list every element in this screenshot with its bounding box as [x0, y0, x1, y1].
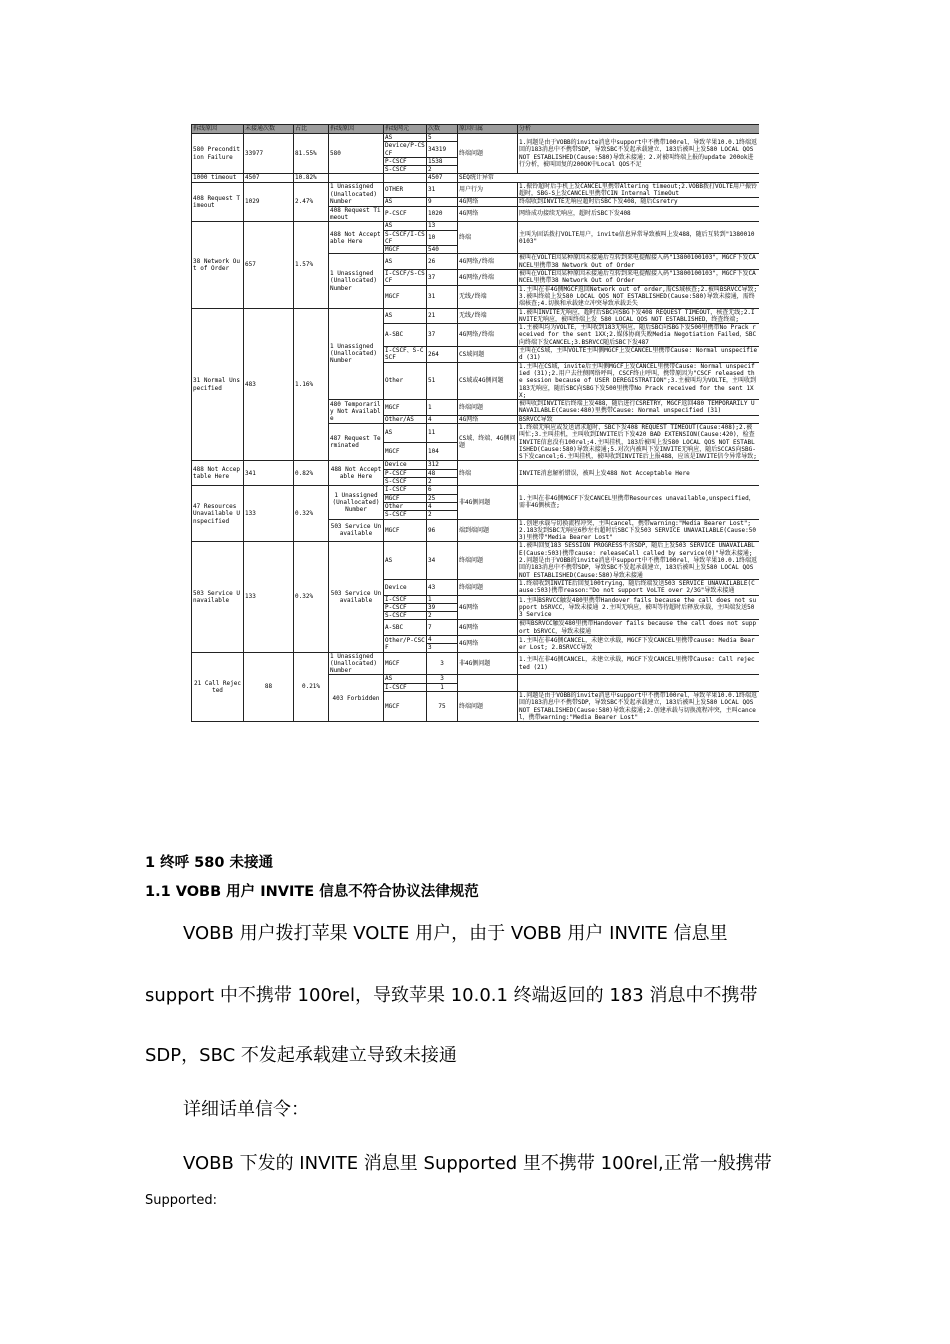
ne-cell: MGCF [384, 246, 427, 254]
owner-cell: 4G网络 [458, 415, 518, 423]
ne-cell: AS [384, 308, 427, 324]
ratio-cell: 0.21% [294, 652, 329, 722]
analysis-cell [518, 675, 760, 692]
owner-cell: 终端问题 [458, 134, 518, 174]
owner-cell: 无线/终端 [458, 308, 518, 324]
analysis-cell: 1.被叫INVITE无响应，超时后SBC向SBG下发408 REQUEST TIMEOUT，核查无线;2.INVITE无响应，被叫终端上发 580 LOCAL QOS NOT ESTABLISHED，终查终端; [518, 308, 760, 324]
times-cell: 1 [427, 683, 458, 691]
owner-cell: 终端问题 [458, 400, 518, 416]
analysis-cell: 网络成功接续无响应，超时后SBC下发408 [518, 206, 760, 222]
header-cell: 占比 [294, 125, 329, 134]
ne-cell: P-CSCF [384, 206, 427, 222]
times-cell: 43 [427, 579, 458, 595]
ne-cell: MGCF [384, 519, 427, 542]
times-cell: 1020 [427, 206, 458, 222]
analysis-cell: 终端收到INVITE无响应超时后SBC下发408，随后Csretry [518, 198, 760, 206]
header-cell: 次数 [427, 125, 458, 134]
section-heading-1: 1 终呼 580 未接通 [145, 855, 274, 871]
ratio-cell: 1.16% [294, 308, 329, 461]
sub-reason-cell: 1 Unassigned (Unallocated) Number [329, 652, 384, 675]
table-row [192, 182, 760, 198]
analysis-cell: 1.问题是由于VOBB的invite消息中support中不携带100rel，导致苹果10.0.1终端返回的183消息中不携带SDP，导致SBC不发起承载建立，183后被叫上发580 LOCAL QOS NOT ESTABLISHED(Cause:580)导致未接通;2.创建承载与切换流程冲突，主叫cancel，携带warning:"Media Bearer Lost" [518, 692, 760, 722]
ne-cell: S-CSCF [384, 166, 427, 174]
times-cell: 37 [427, 324, 458, 347]
ne-cell: Device/P-CSCF [385, 142, 425, 157]
analysis-cell: 1.主叫在非4G侧CANCEL，未建立承载，MGCF下发CANCEL里携带Cause: Call rejected (21) [518, 652, 760, 675]
times-cell: 540 [427, 246, 458, 254]
sub-reason-cell: 1 Unassigned (Unallocated) Number [329, 254, 384, 308]
times-cell: 34319 [427, 142, 458, 158]
times-cell: 104 [427, 442, 458, 461]
ne-cell: Other [384, 502, 427, 510]
reason-cell: 38 Network Out of Order [192, 222, 244, 308]
ne-cell: I-CSCF/S-CSCF [385, 270, 425, 285]
header-cell: 拆线网元 [384, 125, 427, 134]
reason-cell: 580 Precondition Failure [192, 134, 244, 174]
ne-cell: AS [384, 675, 427, 683]
owner-cell: 4G网络 [458, 206, 518, 222]
reason-cell: 21 Call Rejected [192, 652, 244, 722]
times-cell: 96 [427, 519, 458, 542]
reason-cell: 1000 timeout [192, 174, 244, 182]
ne-cell: S-CSCF/I-CSCF [385, 230, 425, 245]
times-cell: 4507 [427, 174, 458, 182]
sub-reason-cell: 488 Not Acceptable Here [329, 222, 384, 254]
owner-cell [458, 675, 518, 692]
owner-cell: 非4G侧问题 [458, 652, 518, 675]
header-cell: 未接通次数 [244, 125, 294, 134]
times-cell: 11 [427, 423, 458, 442]
times-cell: 26 [427, 254, 458, 270]
times-cell: 5 [427, 134, 458, 142]
ne-cell: MGCF [384, 400, 427, 416]
ne-cell: S-CSCF [384, 478, 427, 486]
times-cell: 3 [427, 652, 458, 675]
times-cell: 1 [427, 595, 458, 603]
times-cell: 2 [427, 511, 458, 519]
ne-cell: MGCF [384, 442, 427, 461]
analysis-cell: INVITE消息解析错误，被叫上发488 Not Acceptable Here [518, 461, 760, 486]
header-cell: 拆线原因 [329, 125, 384, 134]
times-cell: 7 [427, 620, 458, 636]
ne-cell: OTHER [384, 182, 427, 198]
reason-cell: 408 Request Timeout [192, 182, 244, 221]
ratio-cell: 10.82% [294, 174, 329, 182]
ne-cell: AS [384, 198, 427, 206]
ne-cell: Other/AS [384, 415, 427, 423]
owner-cell: 4G网络 [458, 595, 518, 620]
times-cell: 1 [427, 400, 458, 416]
analysis-cell: 1.问题是由于VOBB的invite消息中support中不携带100rel，导致苹果10.0.1终端返回的183消息中不携带SDP，导致SBC不发起承载建立，183后被叫上发580 LOCAL QOS NOT ESTABLISHED(Cause:580)导致未接通；2.对被叫终端上报的update 200ok进行分析，被叫回复的200OK中Local QOS不足 [518, 134, 760, 174]
owner-cell: 终端 [458, 222, 518, 254]
times-cell: 9 [427, 198, 458, 206]
times-cell: 1538 [427, 157, 458, 165]
ne-cell: AS [384, 542, 427, 579]
reason-cell: 31 Normal Unspecified [192, 308, 244, 461]
owner-cell: CS域或4G侧问题 [458, 362, 518, 399]
cdr-analysis-table-wrapper [191, 124, 759, 834]
body-paragraph: VOBB 下发的 INVITE 消息里 Supported 里不携带 100rel,正常一般携带 [183, 1153, 772, 1174]
times-cell: 34 [427, 542, 458, 579]
count-cell: 88 [244, 652, 294, 722]
owner-cell: CS域问题 [458, 347, 518, 363]
times-cell: 4 [427, 502, 458, 510]
owner-cell: 终端问题 [458, 542, 518, 579]
analysis-cell: 被叫在VOLTE因某种原因未接通后互转到来电提醒接入码"13800100103"，MGCF下发CANCEL里携带38 Network Out of Order [518, 254, 760, 270]
analysis-cell: 1.振铃超时后手机上发CANCEL里携带Altering timeout;2.VOBB拨打VOLTE用户振铃超时，SBG-S上发CANCEL里携带CIN Internal TimeOut [518, 182, 760, 198]
ne-cell: MGCF [384, 285, 427, 308]
analysis-cell: 被叫在VOLTE因某种原因未接通后互转到来电提醒接入码"13800100103"，MGCF下发CANCEL里携带38 Network Out of Order [518, 270, 760, 286]
owner-cell: 4G网络 [458, 198, 518, 206]
sub-reason-cell: 480 Temporarily Not Available [329, 400, 384, 424]
sub-reason-cell [329, 174, 384, 182]
ne-cell: AS [384, 423, 427, 442]
ne-cell: I-CSCF [384, 595, 427, 603]
sub-reason-cell: 1 Unassigned (Unallocated) Number [329, 308, 384, 400]
ratio-cell: 81.55% [294, 134, 329, 174]
sub-reason-cell: 408 Request Timeout [329, 206, 384, 222]
times-cell: 264 [427, 347, 458, 363]
body-paragraph: VOBB 用户拨打苹果 VOLTE 用户，由于 VOBB 用户 INVITE 信息里 [183, 923, 728, 944]
ratio-cell: 0.82% [294, 461, 329, 486]
owner-cell: SEQ统计异常 [458, 174, 760, 182]
ne-cell: AS [384, 134, 427, 142]
times-cell: 2 [427, 166, 458, 174]
times-cell: 4 [427, 415, 458, 423]
ne-cell: AS [384, 254, 427, 270]
owner-cell: 4G网络 [458, 636, 518, 653]
header-cell: 拆线原因 [192, 125, 244, 134]
times-cell: 6 [427, 486, 458, 494]
analysis-cell: 1.主被叫均为VOLTE，主叫收到183无响应，随后SBC向SBG下发500里携带No Prack received for the sent 1XX;2.媒体协商失败Media Negotiation Failed，SBC向终端下发CANCEL;3.BSRVCC随后SBC下发487 [518, 324, 760, 347]
times-cell: 21 [427, 308, 458, 324]
section-heading-1-1: 1.1 VOBB 用户 INVITE 信息不符合协议法律规范 [145, 884, 479, 900]
times-cell: 13 [427, 222, 458, 230]
sub-reason-cell: 503 Service Unavailable [329, 519, 384, 542]
header-cell: 原因归属 [458, 125, 518, 134]
table-row [192, 308, 760, 324]
owner-cell: 端到端问题 [458, 519, 518, 542]
owner-cell: 4G网络/终端 [458, 254, 518, 270]
times-cell: 312 [427, 461, 458, 469]
ne-cell: A-SBC [384, 620, 427, 636]
count-cell: 133 [244, 542, 294, 652]
ne-cell: S-CSCF [384, 511, 427, 519]
times-cell: 31 [427, 182, 458, 198]
times-cell: 31 [427, 285, 458, 308]
ne-cell: P-CSCF [384, 603, 427, 611]
count-cell: 133 [244, 486, 294, 542]
ne-cell: MGCF [384, 692, 427, 722]
header-cell: 分析 [518, 125, 760, 134]
analysis-cell: 1.终端无响应或发送请求超时，SBC下发408 REQUEST TIMEOUT(Cause:408);2.被叫忙;3.主叫挂机，主叫收到INVITE后下发420 BAD EXTENSION(Cause:420)，检查INVITE信息没有100rel;4.主叫挂机，183后被叫上发580 LOCAL QOS NOT ESTABLISHED(Cause:580)导致未接通;5.对次内被叫下发INVITE无响应，随后SCCAS向SBG-S下发cancel;6.主叫挂机，被叫收到INVITE后上报488，应该是INVITE信令异常导致; [518, 423, 760, 460]
count-cell: 657 [244, 222, 294, 308]
ratio-cell: 0.32% [294, 542, 329, 652]
cdr-analysis-table [191, 124, 759, 722]
table-row [192, 461, 760, 469]
analysis-cell: 被叫BSRVCC触发480里携带Handover fails because the call does not support bSRVCC，导致未接通 [518, 620, 760, 636]
times-cell: 37 [427, 270, 458, 286]
count-cell: 483 [244, 308, 294, 461]
ratio-cell: 0.32% [294, 486, 329, 542]
times-cell: 10 [427, 230, 458, 246]
ne-cell: P-CSCF [384, 157, 427, 165]
times-cell: 25 [427, 494, 458, 502]
analysis-cell: 被叫收到INVITE后终端上发488，随后进行CSRETRY，MGCF返回480 TEMPORARILY UNAVAILABLE(Cause:480)里携带Cause: Normal unspecified (31) [518, 400, 760, 416]
reason-cell: 47 Resources Unavailable Unspecified [192, 486, 244, 542]
analysis-cell: BSRVCC导致 [518, 415, 760, 423]
ne-cell: MGCF [384, 494, 427, 502]
sub-reason-cell: 488 Not Acceptable Here [329, 461, 384, 486]
ne-cell: I-CSCF [384, 486, 427, 494]
body-paragraph: 详细话单信令： [183, 1099, 309, 1120]
owner-cell: 终端 [458, 461, 518, 486]
table-row [192, 222, 760, 230]
sub-reason-cell: 580 [329, 134, 384, 174]
times-cell: 51 [427, 362, 458, 399]
ne-cell: S-CSCF [384, 612, 427, 620]
analysis-cell: 主叫在CS域，主叫VOLTE主叫侧MGCF上发CANCEL里携带Cause: Normal unspecified (31) [518, 347, 760, 363]
reason-cell: 503 Service Unavailable [192, 542, 244, 652]
ne-cell: I-CSCF [384, 683, 427, 691]
owner-cell: 终端问题 [458, 692, 518, 722]
sub-reason-cell: 403 Forbidden [329, 675, 384, 722]
owner-cell: 非4G侧问题 [458, 486, 518, 519]
analysis-cell: 1.主叫在非4G侧CANCEL，未建立承载，MGCF下发CANCEL里携带cause: Media Bearer Lost; 2.BSRVCC导致 [518, 636, 760, 653]
times-cell: 4 [427, 636, 458, 644]
owner-cell: 4G网络 [458, 620, 518, 636]
table-header-row [192, 125, 760, 134]
owner-cell: 用户行为 [458, 182, 518, 198]
ne-cell: A-SBC [384, 324, 427, 347]
table-row [192, 486, 760, 494]
sub-reason-cell: 487 Request Terminated [329, 423, 384, 460]
owner-cell: 4G网络/终端 [458, 324, 518, 347]
body-paragraph: Supported: [145, 1193, 218, 1208]
count-cell: 1029 [244, 182, 294, 221]
sub-reason-cell: 1 Unassigned (Unallocated) Number [329, 486, 384, 519]
ne-cell: Device [384, 461, 427, 469]
count-cell: 33977 [244, 134, 294, 174]
analysis-cell: 1.创建承载与切换流程冲突，主叫cancel，携带warning:"Media Bearer Lost";2.183发到SBC无响应6秒左右超时后SBC下发503 SERVICE UNAVAILABLE(Cause:503)里携带"Media Bearer Lost" [518, 519, 760, 542]
analysis-cell: 1.主叫BSRVCC触发480里携带Handover fails because the call does not support bSRVCC，导致未接通 2.主叫无响应，被叫等待超时后释放承载，主叫端发送503 Service [518, 595, 760, 620]
owner-cell: CS域、终端、4G侧问题 [458, 423, 518, 460]
ratio-cell: 2.47% [294, 182, 329, 221]
reason-cell: 488 Not Acceptable Here [192, 461, 244, 486]
times-cell: 75 [427, 692, 458, 722]
count-cell: 341 [244, 461, 294, 486]
owner-cell: 4G网络/终端 [458, 270, 518, 286]
ne-cell: Other/P-CSCF [385, 636, 425, 651]
table-row [192, 174, 760, 182]
analysis-cell: 1.被叫回复183 SESSION PROGRESS不含SDP，随后上发503 SERVICE UNAVAILABLE(Cause:503)携带cause: releaseCall called by service(0)"导致未接通;2.问题是由于VOBB的invite消息中support中不携带100rel，导致苹果10.0.1终端返回的183消息中不携带SDP，导致SBC不发起承载建立，183后被叫上发580 LOCAL QOS NOT ESTABLISHED(Cause:580)导致未接通 [518, 542, 760, 579]
ne-cell: Other [384, 362, 427, 399]
sub-reason-cell: 1 Unassigned (Unallocated) Number [329, 182, 384, 206]
analysis-cell: 1.主叫在CS域，invite后主叫侧MGCF上发CANCEL里携带Cause: Normal unspecified (31);2.用户去往侧网络呼叫，CSCF终止呼叫，携带原因为"CSCF released the session because of USER DEREGISTRATION";3.主被叫均为VOLTE，主叫收到183无响应，随后SBC向SBG下发500里携带No Prack received for the sent 1XX; [518, 362, 760, 399]
times-cell: 3 [427, 675, 458, 683]
analysis-cell: 1.主叫在非4G侧MGCF返回Network out of order,需CS域核查;2.被叫BSRVCC导致;3.被叫终端上发580 LOCAL QOS NOT ESTABLISHED(Cause:580)导致未接通，需终端核查;4.切换和承载建立冲突导致承载丢失 [518, 285, 760, 308]
times-cell: 2 [427, 478, 458, 486]
times-cell: 2 [427, 612, 458, 620]
times-cell: 48 [427, 469, 458, 477]
ne-cell: AS [384, 222, 427, 230]
times-cell: 39 [427, 603, 458, 611]
analysis-cell: 1.主叫在非4G侧MGCF下发CANCEL里携带Resources unavailable,unspecified，需非4G侧核查; [518, 486, 760, 519]
ne-cell: Device [384, 579, 427, 595]
body-paragraph: support 中不携带 100rel，导致苹果 10.0.1 终端返回的 183 消息中不携带 [145, 985, 758, 1006]
table-row [192, 134, 760, 142]
ratio-cell: 1.57% [294, 222, 329, 308]
count-cell: 4507 [244, 174, 294, 182]
ne-cell: I-CSCF、S-CSCF [384, 347, 427, 363]
table-row [192, 652, 760, 675]
analysis-cell: 主叫为固话拨打VOLTE用户，invite信息异常导致被叫上发488，随后互转到"13800100103" [518, 222, 760, 254]
owner-cell: 无线/终端 [458, 285, 518, 308]
ne-cell: MGCF [384, 652, 427, 675]
table-row [192, 542, 760, 579]
ne-cell: P-CSCF [384, 469, 427, 477]
times-cell: 3 [427, 644, 458, 652]
body-paragraph: SDP，SBC 不发起承载建立导致未接通 [145, 1045, 457, 1066]
ne-cell [384, 174, 427, 182]
analysis-cell: 1.终端收到INVITE后回复100trying，随后终端发送503 SERVICE UNAVAILABLE(Cause:503)携带reason:"Do not support VoLTE over 2/3G"导致未接通 [518, 579, 760, 595]
owner-cell: 终端问题 [458, 579, 518, 595]
sub-reason-cell: 503 Service Unavailable [329, 542, 384, 652]
